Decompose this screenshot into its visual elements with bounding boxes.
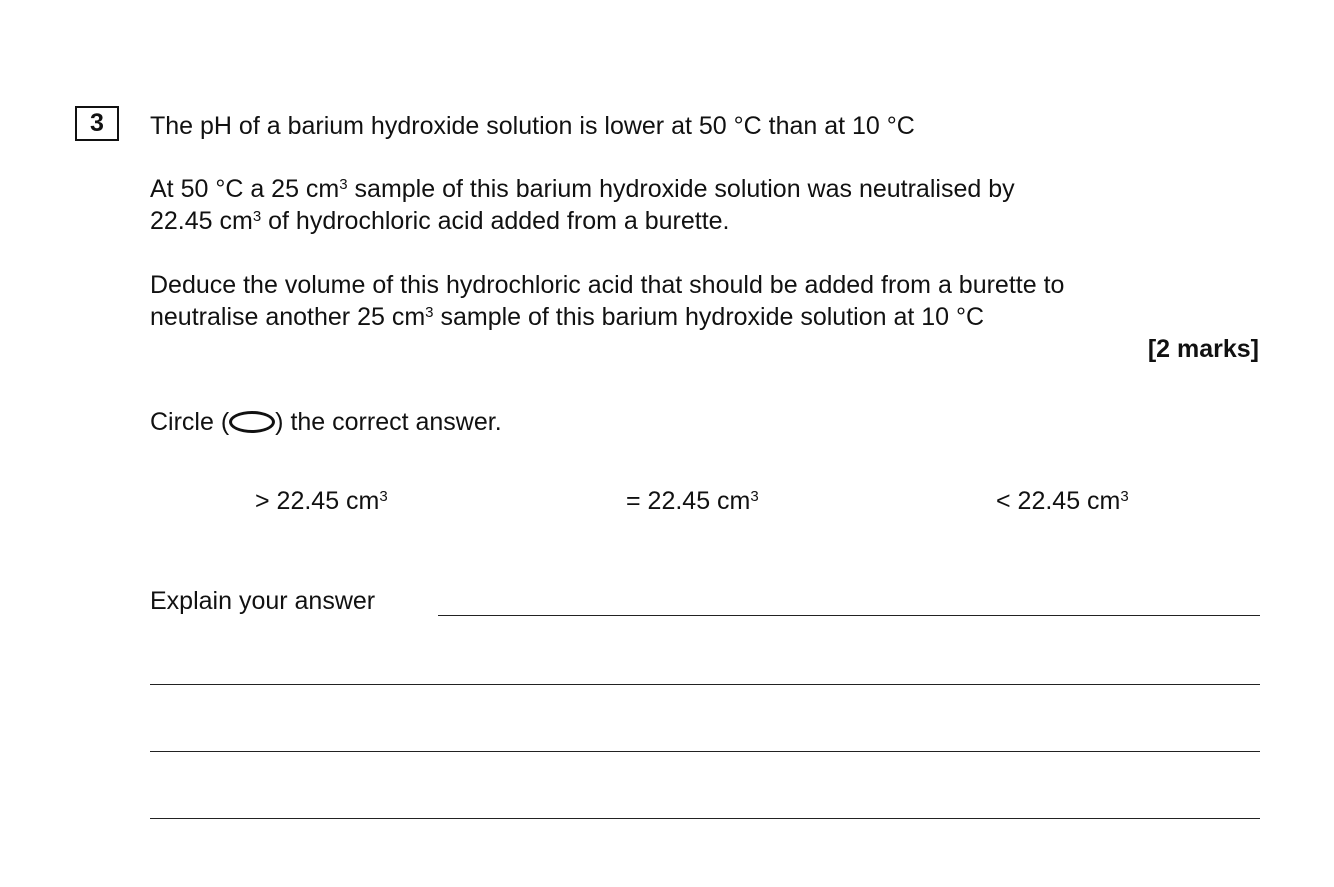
- question-number: 3: [75, 106, 119, 141]
- task-line-1: Deduce the volume of this hydrochloric acid that should be added from a burette to: [150, 271, 1065, 299]
- answer-line-3[interactable]: [150, 751, 1260, 752]
- answer-line-1[interactable]: [438, 615, 1260, 616]
- answer-line-2[interactable]: [150, 684, 1260, 685]
- option-less-than[interactable]: < 22.45 $cm^3$: [996, 487, 1129, 515]
- answer-line-4[interactable]: [150, 818, 1260, 819]
- setup-line-2: 22.45 $cm^3$ of hydrochloric acid added from a burette.: [150, 207, 730, 235]
- option-greater-than[interactable]: > 22.45 $cm^3$: [255, 487, 388, 515]
- option-equal-to[interactable]: = 22.45 $cm^3$: [626, 487, 759, 515]
- question-intro: The pH of a barium hydroxide solution is lower at 50 °C than at 10 °C: [150, 112, 915, 140]
- explain-label: Explain your answer: [150, 587, 376, 615]
- circle-instruction: Circle ( ) the correct answer.: [150, 408, 502, 436]
- ellipse-icon: [229, 411, 275, 433]
- task-line-2: neutralise another 25 $cm^3$ sample of this barium hydroxide solution at 10 °C: [150, 303, 985, 331]
- marks-label: [2 marks]: [1147, 335, 1259, 363]
- setup-line-1: At 50 °C a 25 $cm^3$ sample of this barium hydroxide solution was neutralised by: [150, 175, 1015, 203]
